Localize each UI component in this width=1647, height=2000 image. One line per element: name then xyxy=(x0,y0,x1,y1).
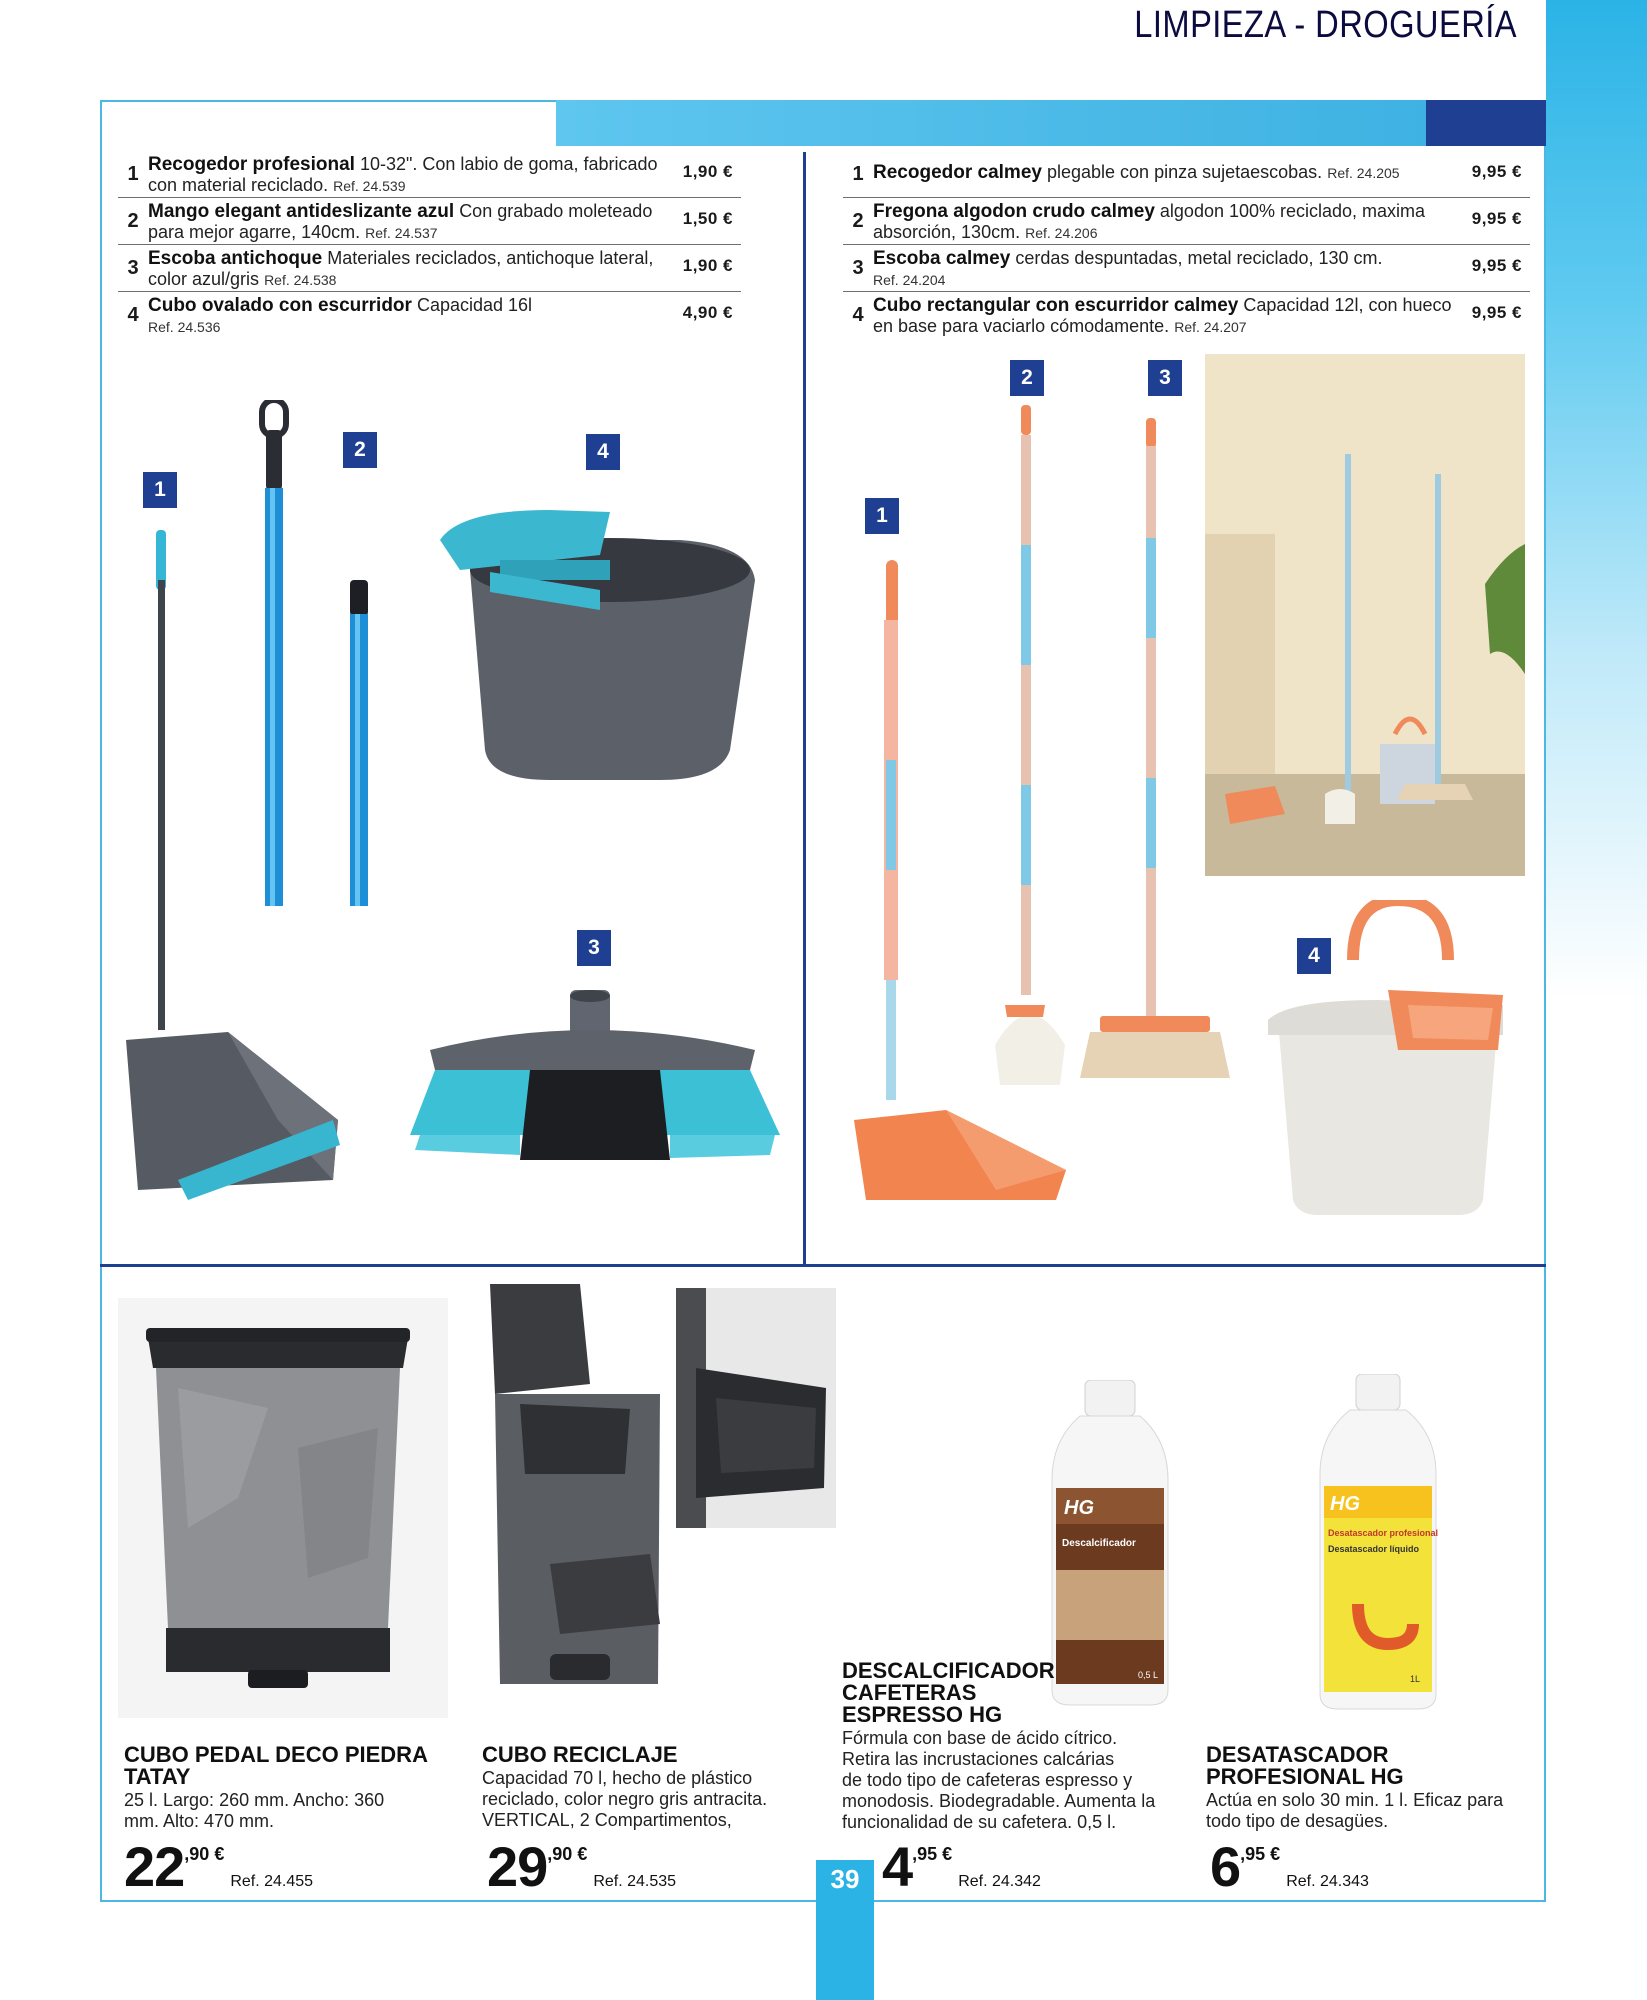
row-number: 2 xyxy=(852,210,864,232)
product-description xyxy=(124,1790,424,1832)
product-description xyxy=(842,1728,1182,1833)
product-title-line: PROFESIONAL HG xyxy=(1206,1764,1404,1789)
product-title-line: CUBO RECICLAJE xyxy=(482,1742,678,1767)
badge-number: 1 xyxy=(143,472,177,508)
table-row xyxy=(843,199,1530,245)
product-ref: Ref. 24.342 xyxy=(958,1873,1041,1890)
room-scene-illustration xyxy=(1205,354,1525,876)
badge-number: 4 xyxy=(586,434,620,470)
calmey-set-room-photo xyxy=(1205,354,1525,876)
page-number: 39 xyxy=(830,1864,860,1894)
product-ref: Ref. 24.206 xyxy=(1025,225,1098,241)
side-gradient-band xyxy=(1546,0,1647,1000)
product-ref: Ref. 24.535 xyxy=(593,1873,677,1890)
table-row xyxy=(843,152,1530,198)
bottle-brand-text: HG xyxy=(1064,1497,1094,1519)
bottle-size-text: 0,5 L xyxy=(1138,1670,1159,1680)
right-product-table xyxy=(843,152,1530,342)
product-name: Escoba calmey xyxy=(873,248,1011,269)
product-name: Cubo ovalado con escurridor xyxy=(148,295,412,316)
product-title xyxy=(482,1744,678,1766)
mop-handle-long-illustration xyxy=(252,400,312,910)
product-description-line: Actúa en solo 30 min. 1 l. Eficaz para xyxy=(1206,1790,1504,1810)
left-product-table xyxy=(118,152,741,342)
bottle-label-text: Descalcificador xyxy=(1062,1538,1136,1549)
product-ref: Ref. 24.207 xyxy=(1174,319,1247,335)
product-name: Fregona algodon crudo calmey xyxy=(873,201,1155,222)
header-dark-block xyxy=(1426,100,1546,146)
product-detail: Materiales reciclados, antichoque lateral, color azul/gris xyxy=(148,248,654,289)
product-title xyxy=(124,1744,428,1788)
product-name: Cubo rectangular con escurridor calmey xyxy=(873,295,1239,316)
recycling-bin-detail-illustration xyxy=(676,1288,836,1528)
product-price: 9,95 € xyxy=(1471,162,1522,181)
product-name: Mango elegant antideslizante azul xyxy=(148,201,455,222)
badge-number: 2 xyxy=(343,432,377,468)
product-description-line: Capacidad 70 l, hecho de plástico xyxy=(482,1768,753,1788)
row-description xyxy=(873,293,1453,337)
row-number: 4 xyxy=(127,304,139,326)
row-description xyxy=(148,152,668,196)
broom-head-blue-illustration xyxy=(410,990,780,1170)
product-description-line: todo tipo de desagües. xyxy=(1206,1811,1389,1831)
price-decimal: ,90 € xyxy=(547,1844,588,1864)
table-row xyxy=(118,293,741,339)
product-description-line: Fórmula con base de ácido cítrico. xyxy=(842,1728,1118,1748)
row-number: 3 xyxy=(127,257,139,279)
pedal-bin-deco-illustration xyxy=(118,1298,448,1718)
product-description-line: funcionalidad de su cafetera. 0,5 l. xyxy=(842,1812,1117,1832)
mop-calmey-illustration xyxy=(985,405,1075,1095)
product-title-line: TATAY xyxy=(124,1764,191,1789)
product-name: Recogedor profesional xyxy=(148,154,355,175)
table-row xyxy=(843,293,1530,339)
badge-number: 4 xyxy=(1297,938,1331,974)
product-price: 1,90 € xyxy=(682,162,733,181)
price-decimal: ,95 € xyxy=(1240,1844,1281,1864)
badge-number: 1 xyxy=(865,498,899,534)
row-description xyxy=(873,199,1453,243)
price-integer: 22 xyxy=(124,1835,185,1898)
price-integer: 29 xyxy=(487,1835,548,1898)
badge-number: 3 xyxy=(1148,360,1182,396)
price-decimal: ,90 € xyxy=(184,1844,225,1864)
product-description-line: de todo tipo de cafeteras espresso y xyxy=(842,1770,1133,1790)
row-number: 2 xyxy=(127,210,139,232)
row-description xyxy=(873,152,1453,183)
product-title-line: ESPRESSO HG xyxy=(842,1702,1003,1727)
row-description xyxy=(148,199,668,243)
row-number: 1 xyxy=(852,163,864,185)
product-detail: algodon 100% reciclado, maxima absorción, 130cm. xyxy=(873,201,1426,242)
table-row xyxy=(118,246,741,292)
product-price-block xyxy=(1210,1834,1369,1899)
product-description-line: mm. Alto: 470 mm. xyxy=(124,1811,275,1831)
row-description xyxy=(148,246,668,290)
product-name: Recogedor calmey xyxy=(873,162,1042,183)
product-price: 9,95 € xyxy=(1471,209,1522,228)
product-ref: Ref. 24.539 xyxy=(333,178,406,194)
product-ref: Ref. 24.455 xyxy=(230,1873,314,1890)
price-integer: 6 xyxy=(1210,1835,1241,1898)
product-name: Escoba antichoque xyxy=(148,248,323,269)
product-price: 1,50 € xyxy=(682,209,733,228)
product-description-line: reciclado, color negro gris antracita. xyxy=(482,1789,768,1809)
table-row xyxy=(118,199,741,245)
product-description-line: Retira las incrustaciones calcárias xyxy=(842,1749,1115,1769)
product-ref: Ref. 24.204 xyxy=(873,272,946,288)
bottle-label-text: Desatascador profesional xyxy=(1328,1528,1438,1538)
product-price: 1,90 € xyxy=(682,256,733,275)
row-number: 1 xyxy=(127,163,139,185)
product-ref: Ref. 24.205 xyxy=(1327,165,1400,181)
product-price: 9,95 € xyxy=(1471,303,1522,322)
product-description-line: monodosis. Biodegradable. Aumenta la xyxy=(842,1791,1156,1811)
badge-number: 2 xyxy=(1010,360,1044,396)
product-price: 4,90 € xyxy=(682,303,733,322)
product-description xyxy=(1206,1790,1526,1832)
recycling-bin-illustration xyxy=(480,1284,680,1704)
product-title-line: DESCALCIFICADOR xyxy=(842,1658,1055,1683)
product-ref: Ref. 24.343 xyxy=(1286,1873,1369,1890)
product-detail: 10-32". Con labio de goma, fabricado con material reciclado. xyxy=(148,154,658,195)
product-price-block xyxy=(124,1834,313,1899)
dustpan-blue-illustration xyxy=(118,520,348,1200)
product-detail: cerdas despuntadas, metal reciclado, 130 cm. xyxy=(1015,248,1383,268)
product-detail: Capacidad 12l, con hueco en base para vaciarlo cómodamente. xyxy=(873,295,1452,336)
row-number: 3 xyxy=(852,257,864,279)
product-title-line: DESATASCADOR xyxy=(1206,1742,1389,1767)
oval-bucket-illustration xyxy=(430,500,760,790)
hg-descaler-bottle-illustration xyxy=(1050,1380,1170,1710)
product-title-line: CAFETERAS xyxy=(842,1680,977,1705)
row-description xyxy=(148,293,668,337)
product-description xyxy=(482,1768,802,1831)
product-ref: Ref. 24.537 xyxy=(365,225,438,241)
section-header-band xyxy=(556,100,1546,146)
product-ref: Ref. 24.538 xyxy=(264,272,337,288)
product-ref: Ref. 24.536 xyxy=(148,319,221,335)
badge-number: 3 xyxy=(577,930,611,966)
horizontal-divider xyxy=(100,1264,1546,1267)
table-row xyxy=(843,246,1530,292)
table-row xyxy=(118,152,741,198)
product-price-block xyxy=(882,1834,1041,1899)
product-price-block xyxy=(487,1834,676,1899)
product-description-line: 25 l. Largo: 260 mm. Ancho: 360 xyxy=(124,1790,385,1810)
vertical-divider xyxy=(803,152,806,1264)
product-title xyxy=(842,1660,1055,1726)
row-description xyxy=(873,246,1453,290)
product-price: 9,95 € xyxy=(1471,256,1522,275)
price-decimal: ,95 € xyxy=(912,1844,953,1864)
product-detail: Capacidad 16l xyxy=(416,295,533,315)
mop-handle-short-illustration xyxy=(340,580,380,910)
product-detail: plegable con pinza sujetaescobas. xyxy=(1046,162,1323,182)
product-title-line: CUBO PEDAL DECO PIEDRA xyxy=(124,1742,428,1767)
hg-drain-unblocker-bottle-illustration xyxy=(1318,1374,1438,1714)
price-integer: 4 xyxy=(882,1835,913,1898)
product-detail: Con grabado moleteado para mejor agarre, 140cm. xyxy=(148,201,653,242)
product-description-line: VERTICAL, 2 Compartimentos, xyxy=(482,1810,732,1830)
section-title: LIMPIEZA - DROGUERÍA xyxy=(1134,4,1517,46)
row-number: 4 xyxy=(852,304,864,326)
bottle-size-text: 1L xyxy=(1410,1674,1421,1684)
product-title xyxy=(1206,1744,1404,1788)
bottle-label-sub: Desatascador líquido xyxy=(1328,1544,1420,1554)
bottle-brand-text: HG xyxy=(1330,1493,1360,1515)
